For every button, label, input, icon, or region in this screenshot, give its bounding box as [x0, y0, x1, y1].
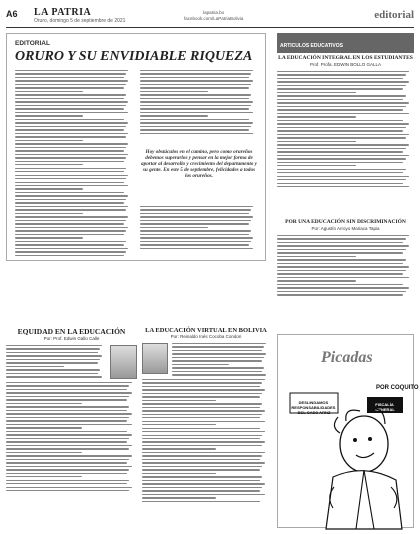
text-line	[277, 113, 409, 114]
article-author: Por: Prof. Edwin Gallo Calle	[43, 336, 100, 341]
text-line	[15, 136, 126, 137]
text-line	[140, 94, 251, 95]
text-line	[140, 77, 249, 78]
text-line	[6, 480, 129, 481]
text-line	[6, 366, 64, 367]
text-line	[277, 99, 403, 100]
text-line	[277, 280, 356, 281]
author-photo	[142, 343, 168, 374]
text-line	[142, 452, 265, 453]
newspaper-brand: LA PATRIA	[34, 7, 92, 18]
text-line	[277, 284, 403, 285]
text-line	[15, 133, 128, 134]
text-line	[6, 420, 127, 421]
text-line	[140, 237, 253, 238]
article-author: Por: Agustín Arroyo Mariaca Tapia	[311, 226, 380, 231]
text-line	[6, 376, 102, 377]
text-line	[277, 127, 406, 128]
text-line	[277, 130, 403, 131]
text-line	[140, 227, 208, 228]
text-line	[277, 116, 356, 117]
education-article	[277, 33, 414, 218]
text-line	[277, 74, 406, 75]
text-line	[142, 441, 265, 442]
text-line	[15, 143, 128, 144]
text-line	[6, 469, 129, 470]
text-line	[142, 407, 260, 408]
text-line	[140, 119, 249, 120]
text-line	[6, 441, 127, 442]
text-line	[140, 248, 253, 249]
social-link[interactable]: facebook.com/LaPatriaBolivia	[184, 16, 244, 21]
cartoon-right-box-text: FISCALÍA GENERAL	[375, 402, 395, 412]
article-author: Prof. Profa. EDWIN BOLLO GALLA	[309, 62, 382, 67]
cartoon-left-box-text: DESLINDAMOS RESPONSABILIDADES DEL CASO ARNZ	[291, 400, 336, 415]
text-line	[6, 359, 100, 360]
text-line	[6, 389, 127, 390]
text-line	[6, 392, 132, 393]
text-line	[6, 452, 82, 453]
text-line	[6, 455, 132, 456]
text-line	[15, 206, 128, 207]
text-line	[277, 172, 403, 173]
text-line	[6, 483, 127, 484]
pull-quote-text: Hoy obstáculos en el camino, pero como orureños debemos superarlos y pensar en la mejor forma de aportar al desarrollo y crecimiento del departamento y su gente. En este 5 de septiembre, felicidades a todos los orureños.	[141, 149, 257, 180]
text-line	[277, 263, 403, 264]
text-line	[140, 105, 251, 106]
text-line	[6, 385, 129, 386]
text-line	[15, 168, 126, 169]
text-line	[277, 287, 409, 288]
text-line	[142, 462, 265, 463]
text-line	[277, 162, 403, 163]
text-line	[142, 389, 265, 390]
text-line	[6, 382, 132, 383]
text-line	[140, 213, 249, 214]
text-line	[15, 112, 128, 113]
text-line	[15, 147, 126, 148]
text-line	[15, 98, 124, 99]
text-line	[142, 386, 260, 387]
text-line	[277, 81, 409, 82]
text-line	[6, 406, 129, 407]
text-line	[142, 497, 216, 498]
text-line	[15, 140, 83, 141]
equity-article	[6, 327, 137, 532]
cartoon-svg	[278, 335, 419, 529]
text-line	[15, 209, 126, 210]
text-line	[277, 95, 406, 96]
text-line	[142, 424, 216, 425]
text-line	[6, 448, 129, 449]
text-line	[6, 403, 82, 404]
cartoon-figure	[326, 409, 402, 529]
article-kicker: ARTICULOS EDUCATIVOS	[280, 43, 343, 49]
virtual-education-article	[142, 327, 270, 532]
text-line	[6, 476, 82, 477]
text-line	[140, 133, 253, 134]
text-line	[15, 154, 128, 155]
text-line	[15, 220, 126, 221]
text-line	[15, 73, 126, 74]
text-line	[277, 186, 409, 187]
text-line	[277, 176, 409, 177]
text-line	[142, 490, 260, 491]
text-line	[142, 494, 265, 495]
text-line	[277, 102, 409, 103]
text-line	[277, 71, 409, 72]
text-line	[277, 134, 409, 135]
text-line	[15, 171, 124, 172]
text-line	[15, 227, 128, 228]
text-line	[15, 101, 128, 102]
text-line	[15, 178, 126, 179]
text-line	[142, 455, 262, 456]
text-line	[15, 202, 124, 203]
text-line	[277, 151, 403, 152]
text-line	[277, 183, 403, 184]
article-title: POR UNA EDUCACIÓN SIN DISCRIMINACIÓN	[285, 219, 406, 225]
text-line	[6, 487, 132, 488]
article-title: LA EDUCACIÓN VIRTUAL EN BOLIVIA	[145, 327, 267, 334]
text-line	[15, 164, 83, 165]
text-line	[140, 129, 249, 130]
text-line	[142, 469, 260, 470]
text-line	[15, 192, 124, 193]
text-line	[172, 357, 264, 358]
text-line	[15, 230, 126, 231]
editorial-column-2	[140, 70, 258, 134]
text-line	[172, 353, 266, 354]
text-line	[142, 400, 216, 401]
text-line	[142, 417, 260, 418]
text-line	[277, 259, 406, 260]
editorial-box	[6, 33, 266, 261]
text-line	[140, 115, 208, 116]
editorial-title: ORURO Y SU ENVIDIABLE RIQUEZA	[15, 49, 253, 64]
text-line	[6, 345, 102, 346]
text-line	[142, 466, 262, 467]
text-line	[142, 431, 265, 432]
text-line	[6, 466, 132, 467]
text-line	[172, 374, 266, 375]
text-line	[277, 106, 406, 107]
text-line	[15, 251, 126, 252]
text-line	[142, 459, 260, 460]
text-line	[142, 480, 260, 481]
text-line	[15, 122, 128, 123]
text-line	[140, 230, 251, 231]
text-line	[15, 161, 124, 162]
text-line	[6, 431, 127, 432]
text-line	[6, 462, 127, 463]
text-line	[277, 273, 403, 274]
text-line	[140, 73, 251, 74]
text-line	[142, 435, 262, 436]
text-line	[277, 85, 406, 86]
text-line	[140, 234, 249, 235]
text-line	[142, 382, 262, 383]
text-line	[6, 399, 127, 400]
text-line	[15, 157, 126, 158]
text-line	[172, 364, 229, 365]
text-line	[277, 249, 406, 250]
text-line	[140, 108, 249, 109]
text-line	[277, 245, 409, 246]
article-kicker-bar	[277, 33, 414, 53]
text-line	[277, 238, 406, 239]
cartoon-caption: POR COQUITO	[376, 385, 419, 391]
article-title: EQUIDAD EN LA EDUCACIÓN	[17, 327, 126, 336]
text-line	[140, 244, 249, 245]
text-line	[6, 473, 127, 474]
text-line	[6, 410, 127, 411]
text-line	[15, 182, 124, 183]
text-line	[142, 501, 260, 502]
text-line	[277, 109, 403, 110]
text-line	[277, 120, 403, 121]
text-line	[6, 438, 129, 439]
text-line	[140, 206, 253, 207]
text-line	[15, 119, 124, 120]
text-line	[142, 473, 216, 474]
text-line	[15, 87, 124, 88]
text-line	[15, 241, 126, 242]
text-line	[277, 92, 356, 93]
text-line	[277, 291, 406, 292]
site-link[interactable]: lapatria.bo	[203, 10, 225, 15]
page-number: A6	[6, 9, 18, 19]
text-line	[15, 91, 83, 92]
text-line	[6, 369, 100, 370]
text-line	[140, 84, 251, 85]
text-line	[15, 195, 128, 196]
text-line	[140, 70, 253, 71]
text-line	[6, 373, 98, 374]
text-line	[6, 434, 132, 435]
text-line	[15, 84, 126, 85]
text-line	[277, 88, 403, 89]
text-line	[277, 256, 356, 257]
text-line	[6, 459, 129, 460]
text-line	[277, 144, 409, 145]
text-line	[15, 105, 126, 106]
text-line	[6, 490, 129, 491]
text-line	[142, 483, 265, 484]
text-line	[277, 158, 406, 159]
text-line	[142, 448, 216, 449]
text-line	[6, 348, 100, 349]
text-line	[15, 77, 124, 78]
issue-date: Oruro, domingo 5 de septiembre de 2021	[34, 18, 126, 24]
text-line	[15, 185, 128, 186]
text-line	[140, 112, 253, 113]
text-line	[277, 123, 409, 124]
header-links	[184, 10, 243, 22]
text-line	[15, 126, 126, 127]
text-line	[6, 352, 98, 353]
page-header	[6, 6, 414, 28]
text-line	[277, 137, 406, 138]
text-line	[140, 126, 251, 127]
text-line	[277, 242, 403, 243]
text-line	[6, 362, 98, 363]
text-line	[140, 220, 251, 221]
text-line	[15, 70, 128, 71]
text-line	[140, 216, 253, 217]
text-line	[277, 148, 406, 149]
text-line	[277, 155, 409, 156]
text-line	[277, 266, 409, 267]
editorial-column-2-bottom	[140, 206, 258, 249]
text-line	[142, 428, 260, 429]
text-line	[6, 355, 102, 356]
text-line	[142, 379, 265, 380]
text-line	[277, 252, 403, 253]
article-title: LA EDUCACIÓN INTEGRAL EN LOS ESTUDIANTES	[278, 55, 413, 61]
text-line	[6, 427, 82, 428]
text-line	[15, 80, 128, 81]
text-line	[142, 476, 262, 477]
text-line	[140, 91, 208, 92]
text-line	[15, 108, 124, 109]
text-line	[142, 393, 262, 394]
text-line	[277, 165, 356, 166]
text-line	[15, 237, 83, 238]
text-line	[15, 150, 124, 151]
text-line	[277, 169, 406, 170]
text-line	[172, 350, 262, 351]
discrimination-article	[277, 219, 414, 324]
text-line	[172, 367, 264, 368]
text-line	[15, 94, 126, 95]
text-line	[140, 223, 249, 224]
text-line	[277, 179, 406, 180]
text-line	[15, 175, 128, 176]
text-line	[140, 98, 249, 99]
text-line	[142, 403, 262, 404]
editorial-pull-quote	[140, 149, 258, 205]
editorial-column-1	[15, 70, 133, 256]
text-line	[140, 241, 251, 242]
cartoon-logo: Picadas	[321, 349, 373, 366]
political-cartoon	[277, 334, 419, 528]
text-line	[142, 410, 265, 411]
text-line	[277, 78, 403, 79]
text-line	[277, 294, 403, 295]
text-line	[15, 216, 128, 217]
text-line	[140, 122, 253, 123]
text-line	[15, 129, 124, 130]
text-line	[6, 396, 129, 397]
text-line	[277, 235, 409, 236]
text-line	[172, 343, 266, 344]
text-line	[15, 244, 124, 245]
text-line	[277, 141, 356, 142]
text-line	[15, 199, 126, 200]
text-line	[6, 424, 132, 425]
text-line	[140, 87, 249, 88]
text-line	[15, 255, 124, 256]
text-line	[15, 248, 128, 249]
text-line	[172, 371, 262, 372]
text-line	[6, 413, 132, 414]
editorial-kicker: EDITORIAL	[15, 40, 50, 47]
text-line	[15, 234, 124, 235]
text-line	[172, 346, 264, 347]
text-line	[140, 101, 253, 102]
text-line	[142, 396, 260, 397]
text-line	[15, 223, 124, 224]
text-line	[142, 414, 262, 415]
text-line	[277, 270, 406, 271]
section-label: editorial	[374, 9, 414, 21]
text-line	[142, 445, 262, 446]
text-line	[15, 188, 83, 189]
text-line	[142, 487, 262, 488]
text-line	[6, 445, 132, 446]
text-line	[15, 213, 83, 214]
text-line	[142, 421, 265, 422]
text-line	[140, 80, 253, 81]
article-author: Por: Reinaldo Inés Cocoba Condori	[170, 334, 242, 339]
text-line	[277, 277, 409, 278]
text-line	[6, 417, 129, 418]
text-line	[142, 438, 260, 439]
text-line	[15, 115, 83, 116]
text-line	[172, 360, 262, 361]
author-photo	[110, 345, 137, 379]
text-line	[140, 209, 251, 210]
